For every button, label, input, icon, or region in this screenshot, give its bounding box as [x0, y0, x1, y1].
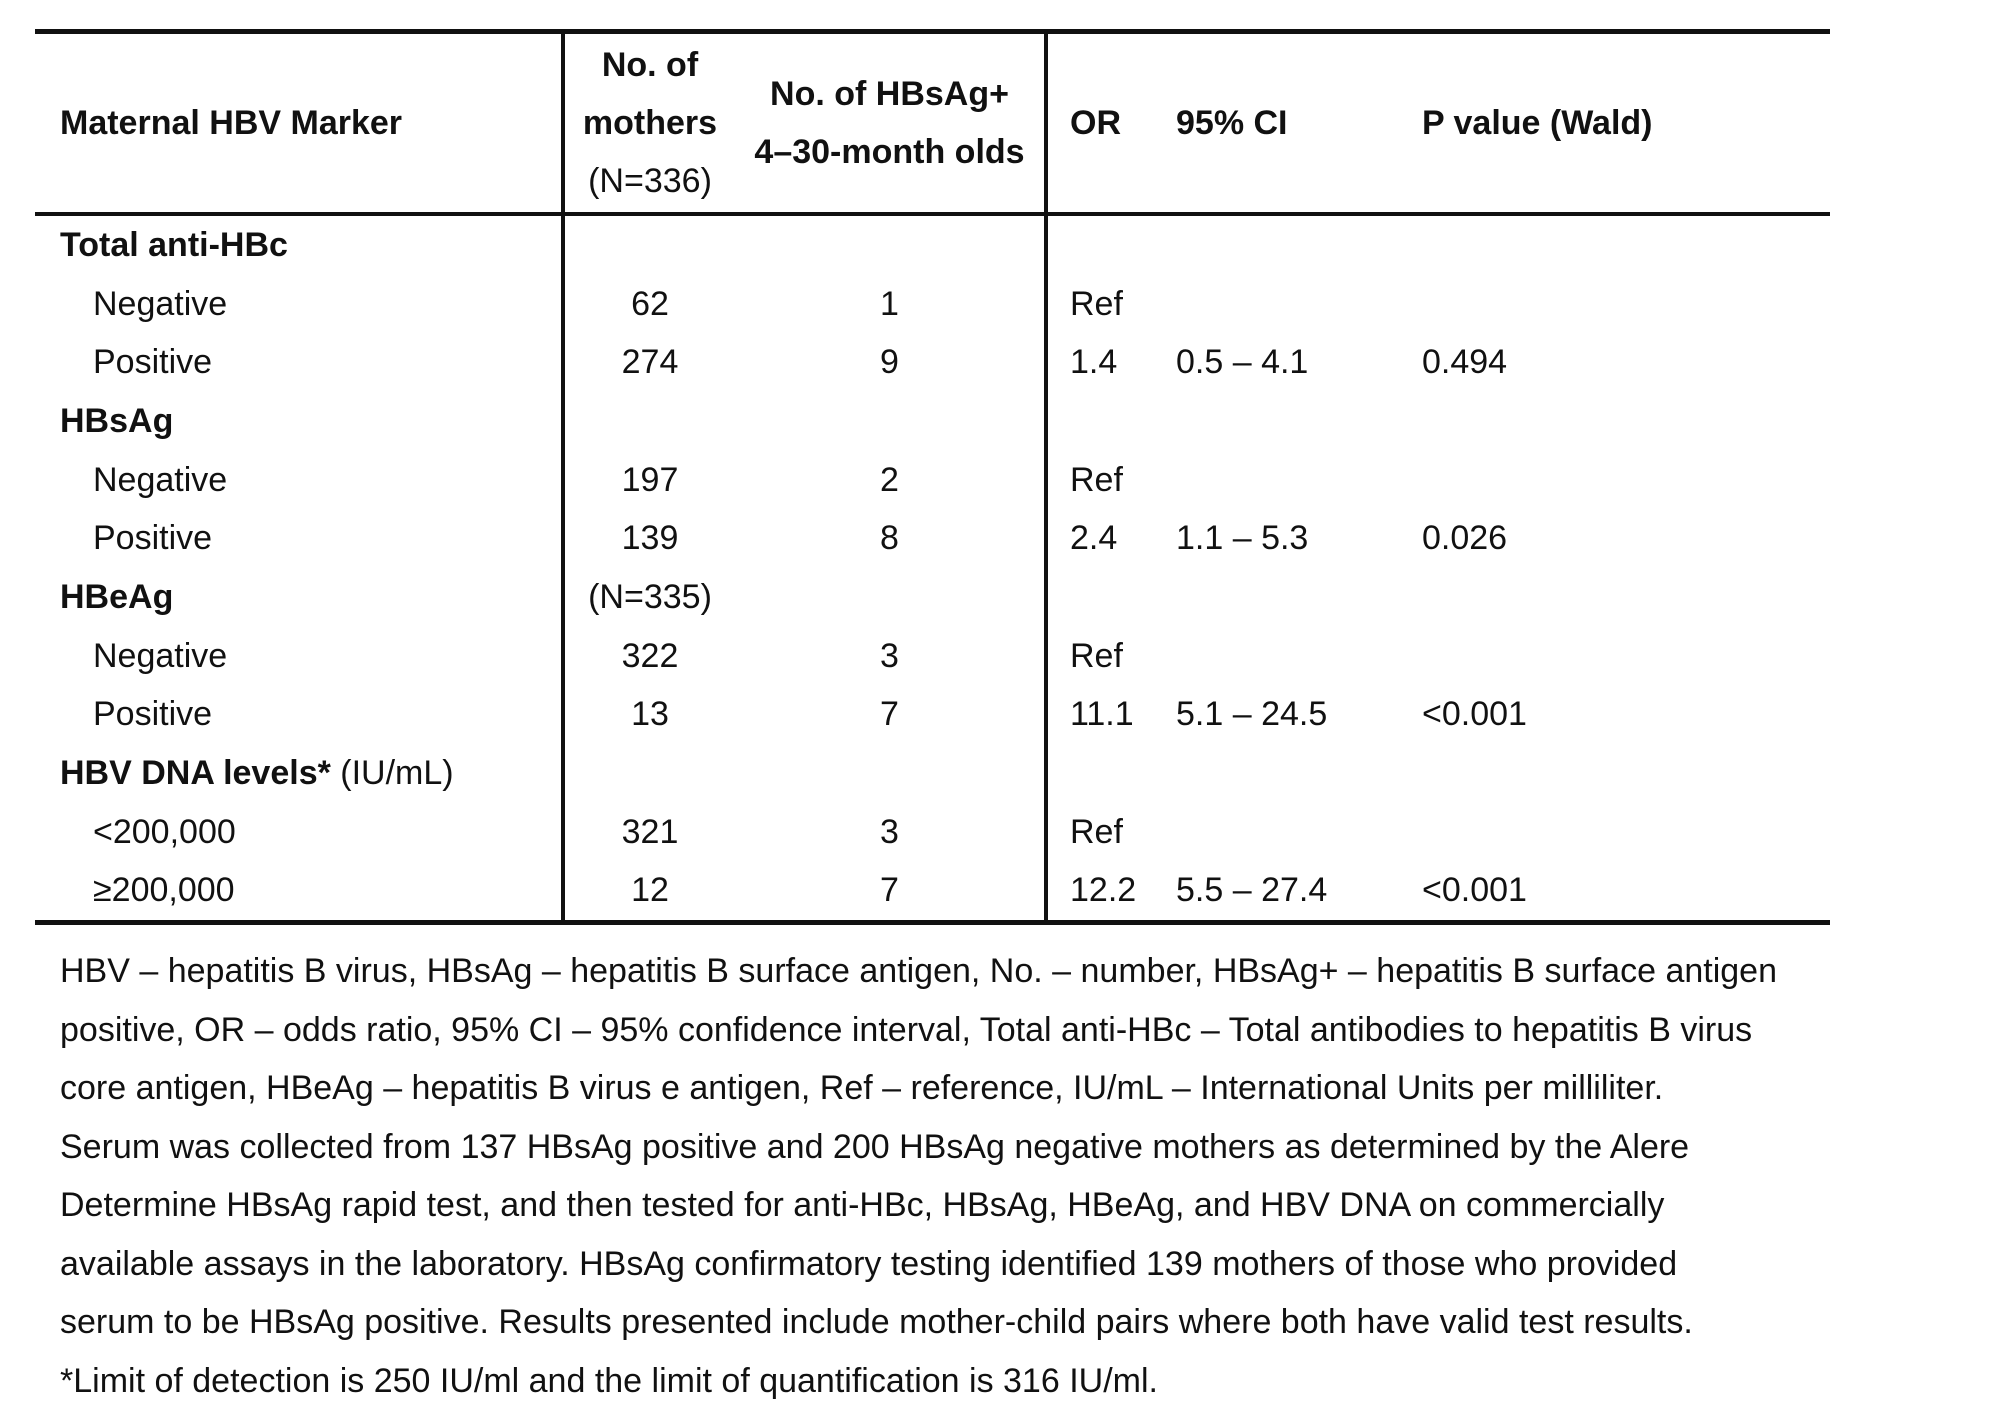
row-label: Positive [35, 509, 563, 568]
footnote-line: Determine HBsAg rapid test, and then tested for anti-HBc, HBsAg, HBeAg, and HBV DNA on commercially [60, 1186, 1665, 1224]
group-header-row [35, 568, 1830, 627]
group-label: HBsAg [35, 392, 563, 451]
p-value [1422, 275, 1830, 334]
table-row [35, 627, 1830, 686]
odds-ratio: 11.1 [1070, 695, 1134, 734]
children-count: 1 [735, 275, 1046, 334]
confidence-interval [1176, 275, 1422, 334]
table-row [35, 333, 1830, 392]
confidence-interval [1176, 803, 1422, 862]
p-value [1422, 803, 1830, 862]
footnote-line: available assays in the laboratory. HBsAg confirmatory testing identified 139 mothers of those who provided [60, 1244, 1678, 1283]
mothers-count: 139 [621, 519, 679, 558]
confidence-interval: 5.1 – 24.5 [1176, 695, 1328, 734]
confidence-interval: 0.5 – 4.1 [1176, 343, 1309, 382]
mothers-count: 62 [631, 284, 669, 323]
p-value: <0.001 [1422, 862, 1830, 923]
mothers-n-note: (N=335) [588, 577, 712, 616]
mothers-count: 13 [631, 695, 669, 734]
group-label [35, 744, 563, 803]
table-body [35, 214, 1830, 923]
row-label: Positive [35, 686, 563, 745]
confidence-interval [1176, 627, 1422, 686]
row-label: ≥200,000 [35, 862, 563, 923]
row-label: Negative [35, 275, 563, 334]
odds-ratio: Ref [1070, 284, 1123, 323]
footnote-line: serum to be HBsAg positive. Results presented include mother-child pairs where both have valid test results. [60, 1303, 1693, 1341]
mothers-count: 274 [621, 343, 679, 382]
table-row [35, 803, 1830, 862]
confidence-interval: 1.1 – 5.3 [1176, 519, 1309, 558]
table-row [35, 862, 1830, 923]
header-mothers-n: (N=336) [588, 162, 712, 200]
footnote-line: positive, OR – odds ratio, 95% CI – 95% confidence interval, Total anti-HBc – Total antibodies to hepatitis B virus [60, 1010, 1753, 1049]
footnote-line: Serum was collected from 137 HBsAg positive and 200 HBsAg negative mothers as determined by the Alere [60, 1127, 1690, 1166]
header-children [735, 34, 1046, 214]
p-value: <0.001 [1422, 695, 1527, 734]
header-row [35, 34, 1830, 214]
table-row [35, 275, 1830, 334]
children-count: 3 [735, 803, 1046, 862]
confidence-interval [1176, 451, 1422, 510]
table-footnote [60, 942, 1985, 1410]
odds-ratio: 2.4 [1070, 519, 1118, 558]
group-label: Total anti-HBc [35, 214, 563, 275]
children-count: 9 [735, 333, 1046, 392]
group-header-row [35, 392, 1830, 451]
group-label-text: HBV DNA levels* [60, 754, 331, 793]
table-row [35, 686, 1830, 745]
group-header-row [35, 214, 1830, 275]
children-count: 3 [735, 627, 1046, 686]
children-count: 2 [735, 451, 1046, 510]
header-p-value: P value (Wald) [1422, 34, 1830, 214]
p-value [1422, 627, 1830, 686]
group-label: HBeAg [35, 568, 563, 627]
mothers-count: 197 [621, 460, 679, 499]
footnote-line: HBV – hepatitis B virus, HBsAg – hepatitis B surface antigen, No. – number, HBsAg+ – hepatitis B surface antigen [60, 952, 1777, 990]
mothers-count: 322 [621, 636, 679, 675]
header-marker: Maternal HBV Marker [35, 34, 563, 214]
odds-ratio: 12.2 [1046, 862, 1176, 923]
confidence-interval: 5.5 – 27.4 [1176, 862, 1422, 923]
children-count: 7 [735, 862, 1046, 923]
header-children-line1: No. of HBsAg+ [770, 75, 1009, 113]
children-count: 7 [735, 686, 1046, 745]
row-label: Negative [35, 627, 563, 686]
odds-ratio: Ref [1070, 812, 1123, 851]
odds-ratio: Ref [1070, 460, 1123, 499]
p-value: 0.494 [1422, 343, 1508, 382]
table-header [35, 32, 1830, 215]
p-value [1422, 451, 1830, 510]
footnote-line: *Limit of detection is 250 IU/ml and the limit of quantification is 316 IU/ml. [60, 1361, 1158, 1400]
odds-ratio: Ref [1070, 636, 1123, 675]
table-row [35, 509, 1830, 568]
header-ci: 95% CI [1176, 34, 1422, 214]
mothers-count: 321 [621, 812, 679, 851]
table-row [35, 451, 1830, 510]
header-children-line2: 4–30-month olds [754, 133, 1025, 171]
row-label: Positive [35, 333, 563, 392]
header-mothers-line1: No. of [601, 46, 699, 84]
header-mothers-line2: mothers [582, 104, 718, 142]
group-label-unit: (IU/mL) [330, 754, 454, 793]
footnote-line: core antigen, HBeAg – hepatitis B virus e antigen, Ref – reference, IU/mL – International Units per milliliter. [60, 1069, 1664, 1107]
header-mothers [563, 34, 735, 214]
header-or: OR [1046, 34, 1176, 214]
p-value: 0.026 [1422, 519, 1508, 558]
results-table [35, 29, 1830, 925]
mothers-count: 12 [563, 862, 735, 923]
row-label: Negative [35, 451, 563, 510]
odds-ratio: 1.4 [1070, 343, 1118, 382]
children-count: 8 [735, 509, 1046, 568]
row-label: <200,000 [35, 803, 563, 862]
group-header-row [35, 744, 1830, 803]
